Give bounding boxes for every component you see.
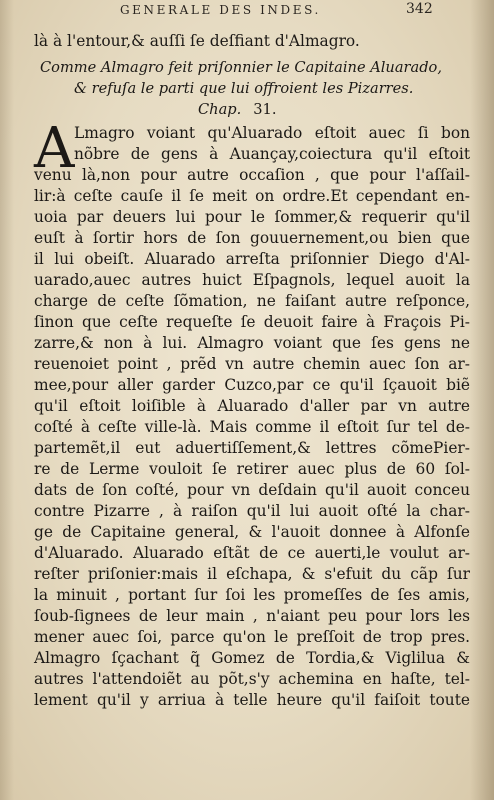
body-line: zarre,& non à lui. Almagro voiant que ſes gens ne xyxy=(34,334,470,352)
chapter-title-line: & refuſa le parti que lui offroient les Pizarres. xyxy=(74,80,414,97)
running-head: GENERALE DES INDES. xyxy=(120,3,321,17)
body-line: mee,pour aller garder Cuzco,par ce qu'il ſçauoit biẽ xyxy=(34,376,470,394)
body-line: lement qu'il y arriua à telle heure qu'il faiſoit toute xyxy=(34,691,470,709)
body-line: autres l'attendoiẽt au põt,s'y achemina en haſte, tel- xyxy=(34,670,470,688)
body-line: reſter priſonier:mais il eſchapa, & s'efuit du cãp ſur xyxy=(34,565,470,583)
body-line: partemẽt,il eut aduertiſſement,& lettres cõmePier- xyxy=(34,439,470,457)
body-line: il lui obeiſt. Aluarado arreſta priſonnier Diego d'Al- xyxy=(34,250,470,268)
body-line: Lmagro voiant qu'Aluarado eſtoit auec ſi bon xyxy=(74,124,470,142)
chapter-title-line: Comme Almagro feit priſonnier le Capitaine Aluarado, xyxy=(40,59,442,76)
body-line: la minuit , portant ſur ſoi les promeſſes de ſes amis, xyxy=(34,586,470,604)
body-line: nõbre de gens à Auançay,coiectura qu'il eſtoit xyxy=(74,145,470,163)
page-number: 342 xyxy=(406,1,433,17)
continuation-line: là à l'entour,& auſſi ſe deſfiant d'Almagro. xyxy=(34,32,360,50)
drop-cap: A xyxy=(34,116,75,181)
body-line: re de Lerme vouloit ſe retirer auec plus de 60 ſol- xyxy=(34,460,470,478)
body-line: uoia par deuers lui pour le ſommer,& requerir qu'il xyxy=(34,208,470,226)
chapter-number: 31. xyxy=(253,101,277,118)
body-line: venu là,non pour autre occaſion , que pour l'aſſail- xyxy=(34,166,470,184)
body-line: contre Pizarre , à raiſon qu'il lui auoit oſté la char- xyxy=(34,502,470,520)
body-line: ge de Capitaine general, & l'auoit donnee à Alfonſe xyxy=(34,523,470,541)
body-line: euſt à ſortir hors de ſon gouuernement,ou bien que xyxy=(34,229,470,247)
body-line: reuenoiet point , prẽd vn autre chemin auec ſon ar- xyxy=(34,355,470,373)
body-line: uarado,auec autres huict Eſpagnols, lequel auoit la xyxy=(34,271,470,289)
body-line: coſté à ceſte ville-là. Mais comme il eſtoit ſur tel de- xyxy=(34,418,470,436)
body-line: ſinon que ceſte requeſte ſe deuoit faire à Fraçois Pi- xyxy=(34,313,470,331)
body-line: dats de ſon coſté, pour vn deſdain qu'il auoit conceu xyxy=(34,481,470,499)
chapter-label: Chap. xyxy=(198,101,242,118)
body-line: Almagro ſçachant q̃ Gomez de Tordia,& Viglilua & xyxy=(34,649,470,667)
body-line: charge de ceſte ſõmation, ne faiſant autre reſponce, xyxy=(34,292,470,310)
body-line: d'Aluarado. Aluarado eſtãt de ce auerti,le voulut ar- xyxy=(34,544,470,562)
body-line: mener auec ſoi, parce qu'on le preſſoit de trop pres. xyxy=(34,628,470,646)
body-line: lir:à ceſte cauſe il ſe meit on ordre.Et cependant en- xyxy=(34,187,470,205)
body-line: ſoub-ſignees de leur main , n'aiant peu pour lors les xyxy=(34,607,470,625)
body-line: qu'il eſtoit loiſible à Aluarado d'aller par vn autre xyxy=(34,397,470,415)
chapter-heading xyxy=(198,101,276,118)
